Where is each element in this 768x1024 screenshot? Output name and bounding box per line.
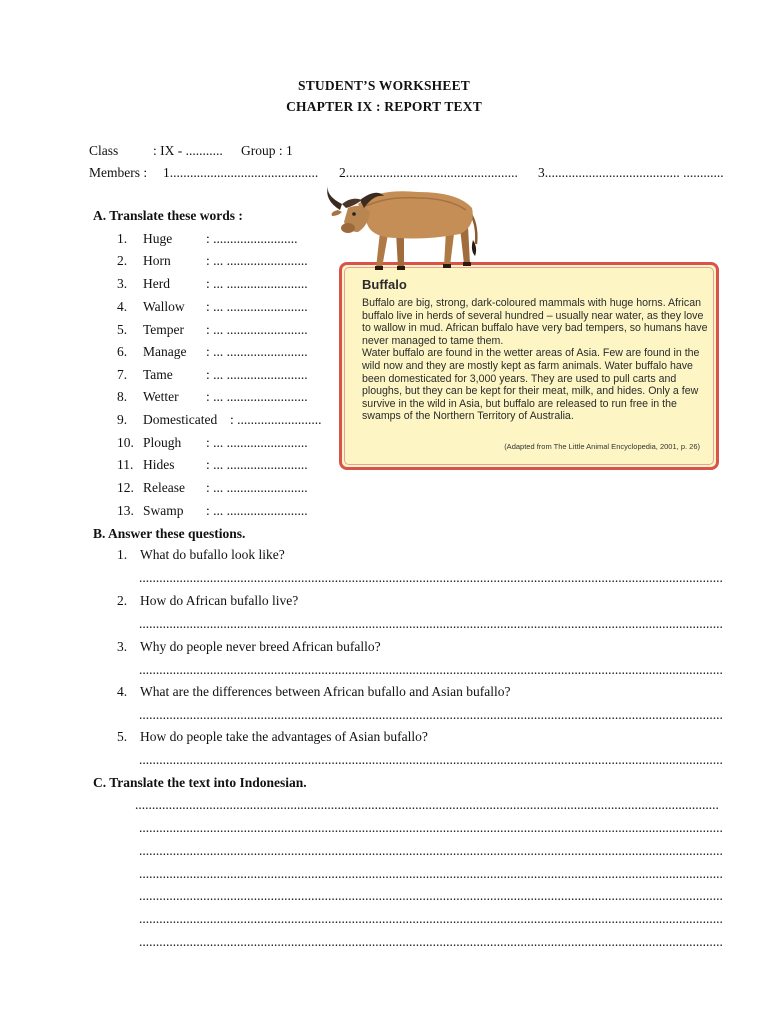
vocab-num: 8. [117, 389, 128, 404]
translation-line[interactable]: ............................................................................................................................................................................. [139, 866, 723, 881]
vocab-num: 1. [117, 231, 128, 246]
class-value: : IX - ........... [153, 143, 223, 158]
answer-line[interactable]: ............................................................................................................................................................................. [139, 662, 723, 677]
vocab-blank: : ... ........................ [206, 389, 308, 404]
vocab-num: 6. [117, 344, 128, 359]
members-label: Members : [89, 165, 148, 180]
question-text: How do African bufallo live? [140, 593, 299, 608]
chapter-title: CHAPTER IX : REPORT TEXT [286, 99, 482, 114]
translation-line[interactable]: ............................................................................................................................................................................. [139, 888, 723, 903]
class-label: Class [89, 143, 119, 158]
vocab-word: Swamp [143, 503, 184, 518]
vocab-word: Domesticated [143, 412, 218, 427]
box-text [362, 297, 712, 423]
vocab-blank: : ... ........................ [206, 480, 308, 495]
answer-line[interactable]: ............................................................................................................................................................................. [139, 616, 723, 631]
question-text: How do people take the advantages of Asian bufallo? [140, 729, 428, 744]
vocab-blank: : ... ........................ [206, 344, 308, 359]
vocab-num: 2. [117, 253, 128, 268]
vocab-blank: : ......................... [230, 412, 322, 427]
translation-line[interactable]: ............................................................................................................................................................................. [139, 820, 723, 835]
box-source: (Adapted from The Little Animal Encyclopedia, 2001, p. 26) [504, 442, 700, 451]
question-num: 1. [117, 547, 128, 562]
section-a-heading: A. Translate these words : [93, 208, 243, 223]
vocab-num: 3. [117, 276, 128, 291]
vocab-word: Wallow [143, 299, 185, 314]
vocab-num: 10. [117, 435, 134, 450]
vocab-num: 5. [117, 322, 128, 337]
box-title: Buffalo [362, 277, 407, 292]
vocab-num: 4. [117, 299, 128, 314]
box-paragraph: Water buffalo are found in the wetter areas of Asia. Few are found in the wild now and they are mostly kept as farm animals. Water buffalo have been domesticated for 3,000 years. They are used to pull carts and ploughs, but they can be kept for their meat, milk, and hides. Only a few survive in the wild in Asia, but buffalo are released to run free in the swamps of the Northern Territory of Australia. [362, 347, 700, 423]
answer-line[interactable]: ............................................................................................................................................................................. [139, 752, 723, 767]
question-num: 2. [117, 593, 128, 608]
vocab-word: Temper [143, 322, 185, 337]
vocab-blank: : ... ........................ [206, 367, 308, 382]
question-num: 4. [117, 684, 128, 699]
vocab-num: 13. [117, 503, 134, 518]
vocab-blank: : ... ........................ [206, 457, 308, 472]
section-c-heading: C. Translate the text into Indonesian. [93, 775, 307, 790]
translation-line[interactable]: ............................................................................................................................................................................. [135, 797, 719, 812]
vocab-num: 12. [117, 480, 134, 495]
question-text: Why do people never breed African bufallo? [140, 639, 381, 654]
vocab-blank: : ... ........................ [206, 503, 308, 518]
vocab-word: Huge [143, 231, 173, 246]
answer-line[interactable]: ............................................................................................................................................................................. [139, 707, 723, 722]
vocab-blank: : ... ........................ [206, 276, 308, 291]
vocab-word: Tame [143, 367, 173, 382]
box-paragraph: Buffalo are big, strong, dark-coloured mammals with huge horns. African buffalo live in herds of several hundred – usually near water, as they love to wallow in mud. African buffalo have very bad tempers, so humans have never managed to tame them. [362, 297, 708, 347]
translation-line[interactable]: ............................................................................................................................................................................. [139, 843, 723, 858]
question-num: 5. [117, 729, 128, 744]
question-text: What do bufallo look like? [140, 547, 285, 562]
vocab-word: Plough [143, 435, 182, 450]
vocab-word: Hides [143, 457, 175, 472]
member-2-blank: 2................................................... [339, 165, 518, 180]
answer-line[interactable]: ............................................................................................................................................................................. [139, 570, 723, 585]
vocab-blank: : ... ........................ [206, 299, 308, 314]
translation-line[interactable]: ............................................................................................................................................................................. [139, 934, 723, 949]
vocab-word: Release [143, 480, 185, 495]
buffalo-info-box [339, 262, 719, 470]
vocab-word: Manage [143, 344, 187, 359]
vocab-num: 7. [117, 367, 128, 382]
question-text: What are the differences between African bufallo and Asian bufallo? [140, 684, 511, 699]
vocab-num: 9. [117, 412, 128, 427]
vocab-blank: : ... ........................ [206, 435, 308, 450]
section-b-heading: B. Answer these questions. [93, 526, 246, 541]
member-3-blank: 3........................................ ............ [538, 165, 724, 180]
member-1-blank: 1............................................ [163, 165, 319, 180]
worksheet-title: STUDENT’S WORKSHEET [298, 78, 470, 93]
vocab-word: Wetter [143, 389, 179, 404]
vocab-blank: : ... ........................ [206, 253, 308, 268]
group-label: Group : 1 [241, 143, 293, 158]
vocab-num: 11. [117, 457, 134, 472]
vocab-blank: : ... ........................ [206, 322, 308, 337]
vocab-blank: : ......................... [206, 231, 298, 246]
vocab-word: Herd [143, 276, 170, 291]
vocab-word: Horn [143, 253, 171, 268]
buffalo-illustration [318, 182, 488, 282]
question-num: 3. [117, 639, 128, 654]
translation-line[interactable]: ............................................................................................................................................................................. [139, 911, 723, 926]
